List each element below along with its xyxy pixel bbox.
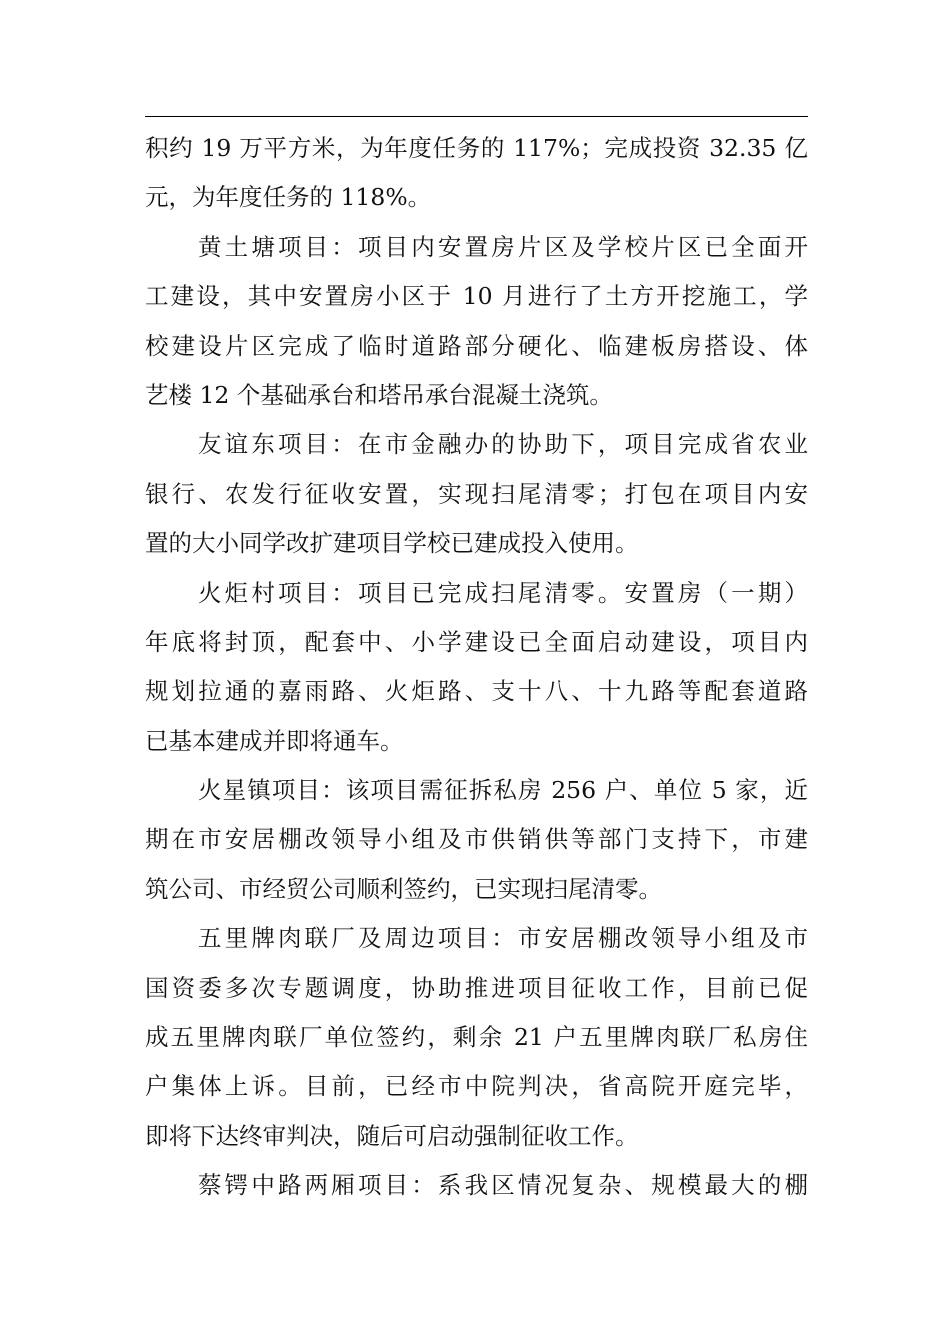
paragraph-start-line: 友谊东项目：在市金融办的协助下，项目完成省农业 bbox=[198, 430, 808, 459]
text-line: 工建设，其中安置房小区于 10 月进行了土方开挖施工，学 bbox=[145, 282, 808, 311]
text-line: 户集体上诉。目前，已经市中院判决，省高院开庭完毕， bbox=[145, 1072, 808, 1101]
text-line: 期在市安居棚改领导小组及市供销供等部门支持下，市建 bbox=[145, 825, 808, 854]
text-line: 校建设片区完成了临时道路部分硬化、临建板房搭设、体 bbox=[145, 331, 808, 360]
text-line: 筑公司、市经贸公司顺利签约，已实现扫尾清零。 bbox=[145, 874, 662, 903]
paragraph-start-line: 火炬村项目：项目已完成扫尾清零。安置房（一期） bbox=[198, 578, 808, 607]
paragraph-start-line: 蔡锷中路两厢项目：系我区情况复杂、规模最大的棚 bbox=[198, 1171, 808, 1200]
text-line: 银行、农发行征收安置，实现扫尾清零；打包在项目内安 bbox=[145, 479, 808, 508]
text-line: 成五里牌肉联厂单位签约，剩余 21 户五里牌肉联厂私房住 bbox=[145, 1023, 808, 1052]
text-line: 艺楼 12 个基础承台和塔吊承台混凝土浇筑。 bbox=[145, 380, 613, 409]
text-line: 积约 19 万平方米，为年度任务的 117%；完成投资 32.35 亿 bbox=[145, 134, 808, 162]
text-line: 国资委多次专题调度，协助推进项目征收工作，目前已促 bbox=[145, 973, 808, 1002]
paragraph-start-line: 火星镇项目：该项目需征拆私房 256 户、单位 5 家，近 bbox=[198, 776, 808, 805]
text-line: 年底将封顶，配套中、小学建设已全面启动建设，项目内 bbox=[145, 627, 808, 656]
paragraph-start-line: 黄土塘项目：项目内安置房片区及学校片区已全面开 bbox=[198, 232, 808, 261]
text-line: 规划拉通的嘉雨路、火炬路、支十八、十九路等配套道路 bbox=[145, 677, 808, 706]
text-line: 即将下达终审判决，随后可启动强制征收工作。 bbox=[145, 1121, 639, 1150]
text-line: 已基本建成并即将通车。 bbox=[145, 726, 404, 755]
paragraph-start-line: 五里牌肉联厂及周边项目：市安居棚改领导小组及市 bbox=[198, 924, 808, 953]
text-line: 元，为年度任务的 118%。 bbox=[145, 183, 432, 212]
text-line: 置的大小同学改扩建项目学校已建成投入使用。 bbox=[145, 529, 639, 558]
document-body bbox=[145, 124, 808, 1211]
header-rule bbox=[145, 116, 808, 117]
